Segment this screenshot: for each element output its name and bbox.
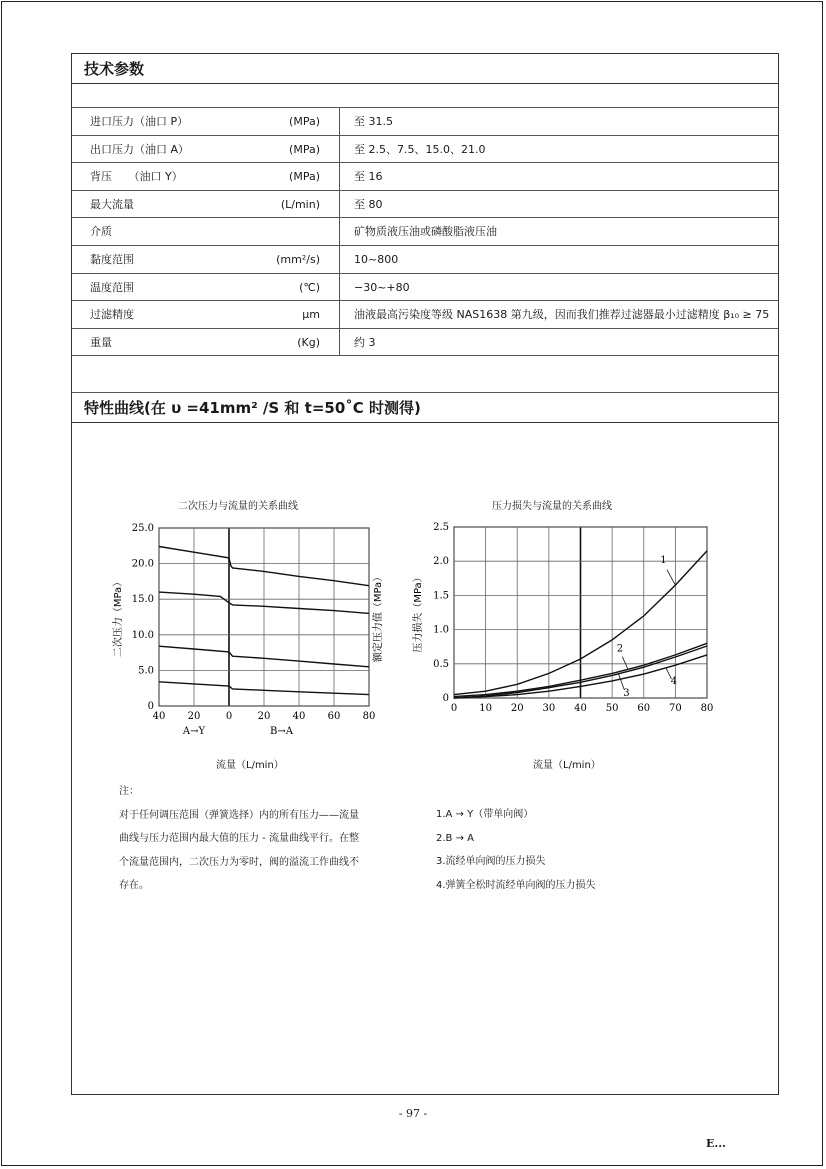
- y-tick-label: 2.5: [433, 522, 449, 533]
- chart1-title: 二次压力与流量的关系曲线: [178, 501, 298, 512]
- spec-unit: μm: [302, 308, 320, 322]
- spec-row: [72, 329, 778, 357]
- spec-row: [72, 108, 778, 136]
- y-tick-label: 20.0: [131, 558, 154, 570]
- blank-row: [72, 356, 778, 393]
- y-tick-label: 0: [442, 693, 449, 704]
- y-axis-label-right: 额定压力值（MPa）: [373, 571, 384, 663]
- note-line: 存在。: [119, 880, 149, 891]
- spec-value: 矿物质液压油或磷酸脂液压油: [354, 225, 497, 239]
- spec-row: [72, 246, 778, 274]
- pressure-loss-chart: [405, 515, 720, 775]
- column-divider: [339, 136, 340, 163]
- y-tick-label: 25.0: [131, 523, 154, 534]
- legend-line: 1.A → Y（带单向阀）: [436, 809, 534, 820]
- column-divider: [339, 163, 340, 190]
- series-label: 1: [660, 555, 667, 567]
- spec-value: 至 2.5、7.5、15.0、21.0: [354, 142, 486, 156]
- spec-unit: (℃): [299, 280, 320, 294]
- blank-row: [72, 84, 778, 108]
- y-tick-label: 1.5: [433, 590, 449, 602]
- notes-heading: 注：: [119, 786, 139, 797]
- x-tick-label: 0: [450, 703, 458, 714]
- spec-unit: (Kg): [297, 335, 320, 349]
- x-tick-label: 80: [700, 703, 714, 714]
- x-tick-label: 20: [187, 711, 201, 722]
- secondary-pressure-chart: [105, 515, 395, 775]
- x-tick-label: 30: [542, 703, 556, 714]
- spec-value: −30~+80: [354, 280, 410, 294]
- spec-row: [72, 274, 778, 302]
- spec-row: [72, 218, 778, 246]
- x-tick-label: 40: [292, 711, 306, 722]
- series-leader-line: [667, 570, 675, 585]
- spec-row: [72, 163, 778, 191]
- column-divider: [339, 246, 340, 273]
- y-axis-label: 压力损失（MPa）: [413, 572, 424, 653]
- y-axis-label: 二次压力（MPa）: [113, 576, 124, 658]
- column-divider: [339, 329, 340, 356]
- spec-label: 背压 （油口 Y）: [90, 170, 183, 184]
- legend-line: 3.流经单向阀的压力损失: [436, 856, 546, 867]
- x-tick-label: 80: [362, 711, 376, 722]
- x-tick-label: 60: [327, 711, 341, 722]
- y-tick-label: 2.0: [433, 556, 449, 568]
- legend-line: 2.B → A: [436, 832, 474, 844]
- series-label: 4: [670, 675, 678, 687]
- spec-value: 10~800: [354, 253, 399, 266]
- column-divider: [339, 191, 340, 218]
- x-tick-label: 10: [479, 703, 492, 714]
- x-tick-label: 50: [605, 703, 619, 714]
- note-line: 个流量范围内，二次压力为零时，阀的溢流工作曲线不: [119, 856, 359, 868]
- column-divider: [339, 108, 340, 135]
- spec-value: 至 16: [354, 170, 383, 184]
- y-tick-label: 0: [147, 701, 154, 712]
- spec-row: [72, 301, 778, 329]
- spec-label: 最大流量: [90, 197, 134, 211]
- spec-unit: (MPa): [289, 170, 320, 184]
- spec-label: 温度范围: [90, 280, 134, 294]
- spec-unit: (mm²/s): [276, 253, 320, 266]
- spec-unit: (MPa): [289, 142, 320, 156]
- spec-unit: (L/min): [280, 197, 320, 211]
- legend-line: 4.弹簧全松时流经单向阀的压力损失: [436, 879, 596, 891]
- x-direction-label: A→Y: [182, 726, 206, 737]
- spec-label: 重量: [90, 335, 112, 349]
- y-tick-label: 1.0: [433, 624, 449, 636]
- x-tick-label: 60: [637, 703, 651, 714]
- x-tick-label: 40: [574, 703, 587, 714]
- brand-mark: E...: [706, 1137, 726, 1150]
- x-tick-label: 20: [257, 711, 271, 722]
- x-tick-label: 70: [669, 703, 682, 714]
- x-tick-label: 20: [510, 703, 524, 714]
- x-tick-label: 40: [152, 711, 166, 722]
- chart1-xlabel: 流量（L/min）: [216, 760, 284, 771]
- spec-value: 约 3: [354, 335, 376, 349]
- y-tick-label: 0.5: [433, 658, 449, 670]
- y-tick-label: 5.0: [138, 665, 154, 677]
- page-number: - 97 -: [398, 1107, 428, 1120]
- spec-value: 油液最高污染度等级 NAS1638 第九级，因而我们推荐过滤器最小过滤精度 β₁₀ ≥ 75: [354, 308, 770, 322]
- series-leader-line: [622, 657, 628, 670]
- tech-params-title: 技术参数: [72, 54, 778, 84]
- spec-label: 进口压力（油口 P）: [90, 115, 189, 128]
- notes-left: [119, 780, 359, 898]
- x-tick-label: 0: [225, 711, 233, 722]
- column-divider: [339, 274, 340, 301]
- spec-label: 过滤精度: [90, 308, 134, 322]
- spec-value: 至 80: [354, 197, 383, 211]
- chart2-xlabel: 流量（L/min）: [533, 760, 601, 771]
- note-line: 曲线与压力范围内最大值的压力 - 流量曲线平行。在整: [119, 833, 359, 844]
- spec-unit: (MPa): [289, 115, 320, 128]
- spec-row: [72, 136, 778, 164]
- spec-label: 出口压力（油口 A）: [90, 142, 190, 156]
- spec-value: 至 31.5: [354, 115, 393, 128]
- curves-title: 特性曲线(在 υ =41mm² /S 和 t=50˚C 时测得): [72, 393, 778, 423]
- series-label: 3: [623, 687, 630, 699]
- y-tick-label: 15.0: [131, 594, 154, 606]
- note-line: 对于任何调压范围（弹簧选择）内的所有压力——流量: [119, 809, 359, 821]
- y-tick-label: 10.0: [131, 629, 154, 641]
- column-divider: [339, 218, 340, 245]
- x-direction-label: B→A: [270, 726, 293, 737]
- notes-right: [436, 803, 596, 897]
- chart2-title: 压力损失与流量的关系曲线: [492, 501, 612, 512]
- spec-label: 黏度范围: [90, 253, 134, 266]
- column-divider: [339, 301, 340, 328]
- spec-row: [72, 191, 778, 219]
- series-label: 2: [616, 643, 624, 655]
- spec-label: 介质: [90, 225, 112, 239]
